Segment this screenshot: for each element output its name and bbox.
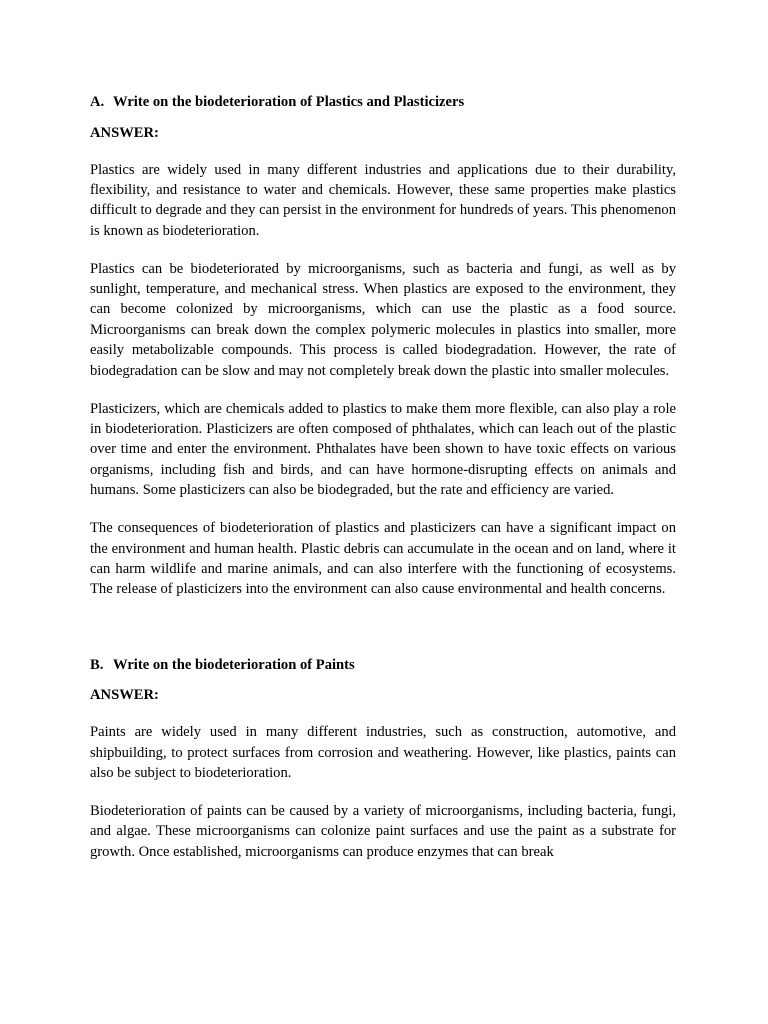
section-a-paragraph-3: Plasticizers, which are chemicals added to plastics to make them more flexible, can also play a role in biodeterioration. Plasticizers are often composed of phthalates, which can leach out of the plastic over time and enter the environment. Phthalates have been shown to have toxic effects on various organisms, including fish and birds, and can have hormone-disrupting effects on animals and humans. Some plasticizers can also be biodegraded, but the rate and efficiency are varied. [90,400,676,499]
section-b-title: Write on the biodeterioration of Paints [113,656,355,673]
section-a-letter: A. [90,94,105,110]
section-b-paragraph-1: Paints are widely used in many different industries, such as construction, automotive, and shipbuilding, to protect surfaces from corrosion and weathering. However, like plastics, paints can also be subject to biodeterioration. [90,724,676,782]
section-a-paragraph-2: Plastics can be biodeteriorated by microorganisms, such as bacteria and fungi, as well as by sunlight, temperature, and mechanical stress. When plastics are exposed to the environment, they can become colonized by microorganisms, which can use the plastic as a food source. Microorganisms can break down the complex polymeric molecules in plastics into smaller, more easily metabolizable compounds. This process is called biodegradation. However, the rate of biodegradation can be slow and may not completely break down the plastic into smaller molecules. [90,260,676,379]
section-b-paragraph-2: Biodeterioration of paints can be caused by a variety of microorganisms, including bacteria, fungi, and algae. These microorganisms can colonize paint surfaces and use the paint as a substrate for growth. Once established, microorganisms can produce enzymes that can break [90,802,676,860]
section-a-answer-label: ANSWER: [90,124,159,141]
section-a-paragraph-1: Plastics are widely used in many different industries and applications due to their durability, flexibility, and resistance to water and chemicals. However, these same properties make plastics difficult to degrade and they can persist in the environment for hundreds of years. This phenomenon is known as biodeterioration. [90,161,676,239]
section-a [90,92,676,600]
section-a-heading [90,92,676,113]
section-b-heading [90,655,676,676]
section-b-answer-label: ANSWER: [90,687,159,704]
document-content [90,92,676,880]
section-b [90,655,676,862]
section-b-letter: B. [90,656,104,673]
section-a-title: Write on the biodeterioration of Plastics and Plasticizers [113,94,465,110]
section-a-paragraph-4: The consequences of biodeterioration of plastics and plasticizers can have a significant impact on the environment and human health. Plastic debris can accumulate in the ocean and on land, where it can harm wildlife and marine animals, and can also interfere with the functioning of ecosystems. The release of plasticizers into the environment can also cause environmental and health concerns. [90,520,676,598]
